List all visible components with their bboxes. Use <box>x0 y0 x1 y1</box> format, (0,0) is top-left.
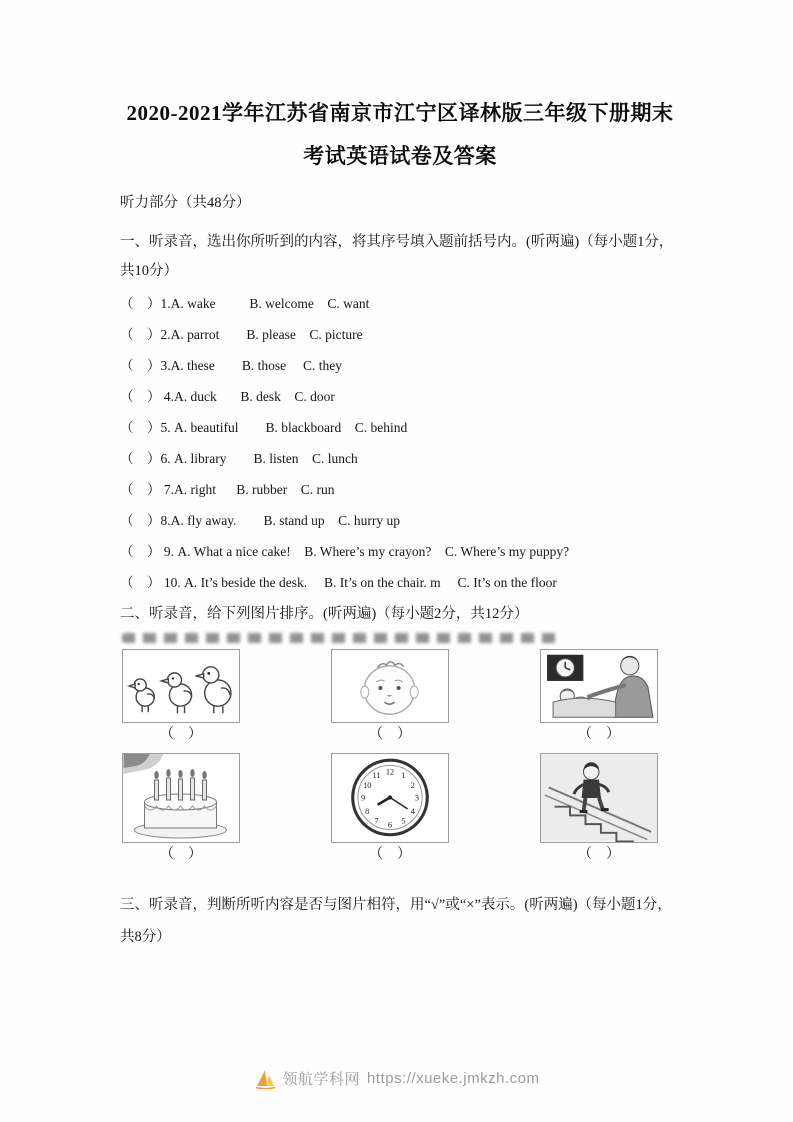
part2-item-bedtime <box>540 649 658 747</box>
answer-blank: （ ） <box>369 847 411 862</box>
part1-items <box>120 288 680 598</box>
listening-section-header: 听力部分（共48分） <box>120 195 251 211</box>
footer <box>0 1068 793 1089</box>
part2-item-stairs <box>540 753 658 867</box>
svg-text:4: 4 <box>410 807 415 817</box>
answer-blank: （ ） <box>578 727 620 742</box>
svg-text:3: 3 <box>414 793 419 803</box>
bedtime-scene-image <box>540 649 658 723</box>
part2-item-baby <box>331 649 449 747</box>
part1-item-8: （ ）8.A. fly away. B. stand up C. hurry up <box>120 513 400 528</box>
birthday-cake-illustration <box>123 754 239 842</box>
part2-instructions: 二、听录音，给下列图片排序。(听两遍)（每小题2分，共12分） <box>120 606 529 622</box>
part3-instructions: 三、听录音，判断所听内容是否与图片相符，用“√”或“×”表示。(听两遍)（每小题1分，共8分） <box>120 897 672 945</box>
svg-text:6: 6 <box>387 820 393 830</box>
boy-on-stairs-image <box>540 753 658 843</box>
part1-instructions: 一、听录音，选出你所听到的内容，将其序号填入题前括号内。(听两遍)（每小题1分，共10分） <box>120 234 674 279</box>
part2-item-cake <box>122 753 240 867</box>
part1-item-10: （ ） 10. A. It’s beside the desk. B. It’s on the chair. m C. It’s on the floor <box>120 575 557 590</box>
svg-text:11: 11 <box>372 770 381 780</box>
wall-clock-illustration <box>332 754 448 842</box>
svg-text:7: 7 <box>374 816 379 826</box>
svg-text:1: 1 <box>401 770 406 780</box>
three-chicks-illustration <box>123 650 239 722</box>
answer-blank: （ ） <box>160 847 202 862</box>
answer-blank: （ ） <box>369 727 411 742</box>
baby-face-image <box>331 649 449 723</box>
svg-text:5: 5 <box>401 816 406 826</box>
exam-content <box>120 92 680 953</box>
footer-site-name: 领航学科网 <box>282 1071 361 1088</box>
part1-item-7: （ ） 7.A. right B. rubber C. run <box>120 482 335 497</box>
answer-blank: （ ） <box>160 727 202 742</box>
part2-item-chicks <box>122 649 240 747</box>
baby-face-illustration <box>332 650 448 722</box>
svg-text:9: 9 <box>361 793 366 803</box>
part2-picture-row-1 <box>122 649 680 747</box>
page-title-line2: 考试英语试卷及答案 <box>303 144 497 168</box>
part1-item-4: （ ） 4.A. duck B. desk C. door <box>120 389 335 404</box>
bedtime-scene-illustration <box>541 650 657 722</box>
print-smudge <box>122 633 562 643</box>
page-title-line1: 2020-2021学年江苏省南京市江宁区译林版三年级下册期末 <box>126 101 674 125</box>
svg-text:8: 8 <box>365 807 370 817</box>
svg-text:2: 2 <box>410 781 415 791</box>
birthday-cake-image <box>122 753 240 843</box>
part2-item-clock <box>331 753 449 867</box>
part1-item-5: （ ）5. A. beautiful B. blackboard C. behind <box>120 420 408 435</box>
page-title <box>120 92 680 178</box>
part1-item-9: （ ） 9. A. What a nice cake! B. Where’s my crayon? C. Where’s my puppy? <box>120 544 570 559</box>
svg-text:12: 12 <box>385 767 395 777</box>
svg-text:10: 10 <box>363 781 372 791</box>
part1-item-6: （ ）6. A. library B. listen C. lunch <box>120 451 358 466</box>
wall-clock-image <box>331 753 449 843</box>
part1-item-2: （ ）2.A. parrot B. please C. picture <box>120 327 363 342</box>
three-chicks-image <box>122 649 240 723</box>
boy-on-stairs-illustration <box>541 754 657 842</box>
part1-item-1: （ ）1.A. wake B. welcome C. want <box>120 296 370 311</box>
footer-url: https://xueke.jmkzh.com <box>367 1070 540 1087</box>
part2-picture-row-2 <box>122 753 680 867</box>
site-logo-icon <box>254 1069 276 1089</box>
part1-item-3: （ ）3.A. these B. those C. they <box>120 358 342 373</box>
answer-blank: （ ） <box>578 847 620 862</box>
